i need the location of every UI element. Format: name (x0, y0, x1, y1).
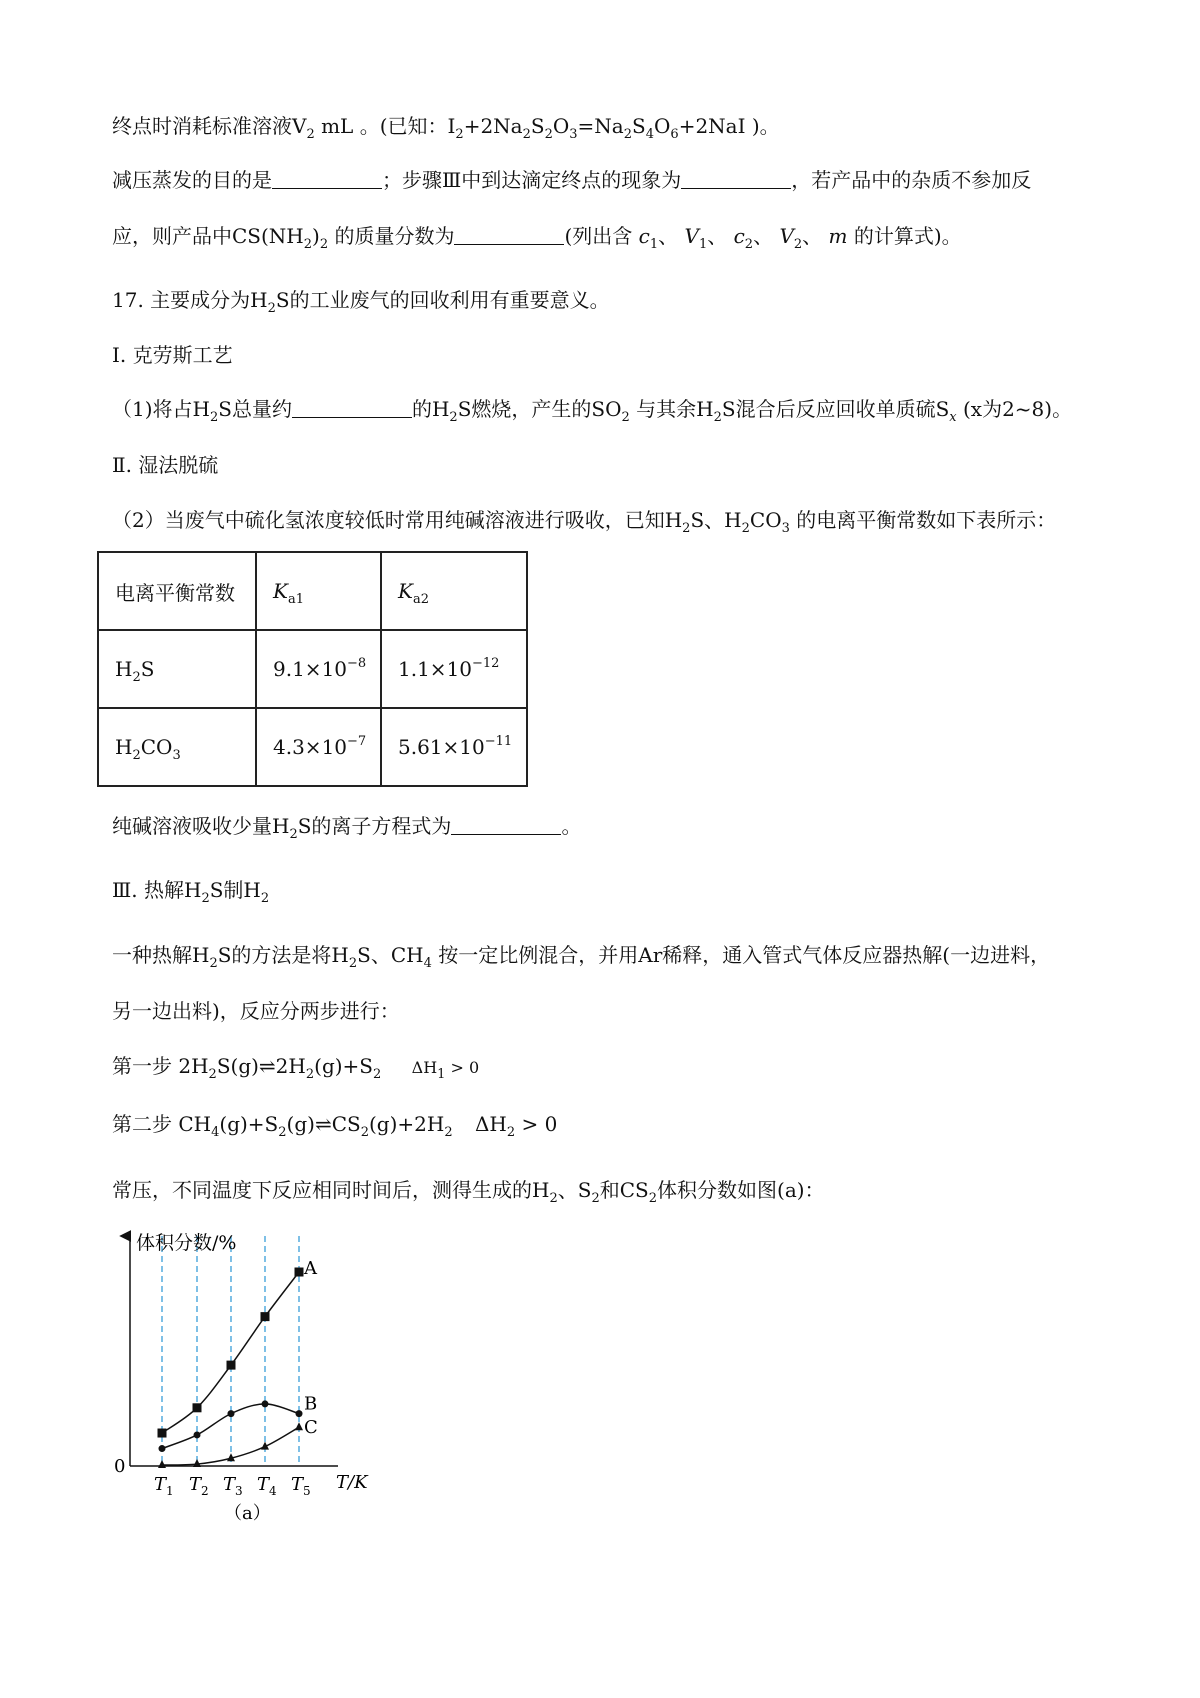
sub: 2 (373, 1067, 382, 1082)
text: Ⅱ. 湿法脱硫 (112, 453, 219, 477)
series-label-B: B (304, 1393, 318, 1415)
text: 的电离平衡常数如下表所示： (796, 508, 1057, 532)
sub: 2 (621, 410, 630, 425)
answer-blank[interactable] (454, 224, 564, 245)
sub: 2 (260, 891, 270, 906)
text: 5.61×10 (398, 735, 485, 759)
text: S的离子方程式为 (297, 814, 452, 838)
part-2-question (112, 812, 581, 840)
text: (g)⇌CS (286, 1112, 361, 1136)
text: （1)将占H (112, 397, 210, 421)
table-header-cell (256, 552, 381, 630)
table-row (98, 630, 527, 708)
x-tick-label: $T_4$ (257, 1474, 277, 1498)
sub: 2 (506, 1125, 516, 1140)
sub: 4 (645, 127, 654, 142)
sub: 4 (211, 1125, 220, 1140)
text: 、 (707, 224, 728, 248)
delta-h1 (411, 1058, 480, 1082)
text: S (140, 657, 155, 681)
line-2 (112, 166, 1031, 194)
text: S、H (690, 508, 742, 532)
sub: 2 (444, 1125, 453, 1140)
data-point (158, 1460, 166, 1468)
sub: 6 (670, 127, 679, 142)
text: 17. 主要成分为H (112, 288, 268, 312)
text: 与其余H (636, 397, 714, 421)
text: 。 (561, 814, 582, 838)
volume-fraction-chart (100, 1222, 400, 1522)
data-point (262, 1400, 269, 1407)
sup: −11 (484, 734, 513, 749)
answer-blank[interactable] (272, 168, 382, 189)
text: ，若产品中的杂质不参加反 (791, 168, 1032, 192)
sub: 2 (360, 1125, 369, 1140)
sub: 2 (305, 1067, 315, 1082)
text: 、 (802, 224, 823, 248)
text: mL 。(已知：I (321, 114, 456, 138)
text: ΔH (474, 1112, 507, 1136)
text: S总量约 (218, 397, 292, 421)
gridlines (162, 1236, 299, 1466)
sub: 4 (423, 956, 432, 971)
data-point (295, 1422, 303, 1430)
line-3 (112, 222, 962, 250)
text: 电离平衡常数 (115, 580, 235, 605)
sub: 2 (744, 237, 754, 252)
sub: 2 (209, 956, 218, 971)
text: ΔH (411, 1058, 438, 1077)
x-tick-label: $T_2$ (189, 1474, 209, 1498)
text: Ⅰ. 克劳斯工艺 (112, 343, 233, 367)
var: c (733, 224, 745, 248)
sub: 2 (132, 670, 141, 685)
text: 另一边出料)，反应分两步进行： (112, 999, 400, 1023)
table-cell (98, 630, 256, 708)
series-label-A: A (304, 1258, 317, 1279)
x-tick-label: $T_1$ (154, 1474, 174, 1498)
text: （2）当废气中硫化氢浓度较低时常用纯碱溶液进行吸收，已知H (112, 508, 683, 532)
text: O (552, 114, 570, 138)
table-cell (381, 630, 527, 708)
text: S、CH (357, 943, 424, 967)
text: S (632, 114, 646, 138)
sub: 2 (267, 301, 276, 316)
part-2 (112, 506, 1056, 534)
text: S燃烧，产生的SO (457, 397, 622, 421)
part-1 (112, 395, 1072, 423)
text: S制H (209, 878, 261, 902)
text: H (115, 735, 133, 759)
figure-caption: （a） (224, 1503, 271, 1522)
text: (g)+2H (369, 1112, 445, 1136)
section-2-heading (112, 451, 218, 479)
delta-h2 (474, 1112, 558, 1140)
var: V (779, 224, 794, 248)
sub: x (949, 410, 957, 425)
sup: −7 (347, 734, 367, 749)
text: K (273, 579, 288, 603)
table-cell (256, 630, 381, 708)
data-point (296, 1410, 303, 1417)
table-header-cell (98, 552, 256, 630)
text: O (654, 114, 671, 138)
sub: 2 (208, 1067, 217, 1082)
text: 第二步 CH (112, 1112, 212, 1136)
section-3-heading (112, 876, 269, 904)
sub: 2 (132, 748, 141, 763)
sub: 1 (437, 1067, 446, 1082)
text: =Na (577, 114, 624, 138)
var: c (638, 224, 650, 248)
sub: 3 (781, 521, 790, 536)
data-point (228, 1410, 235, 1417)
origin-label: 0 (114, 1456, 126, 1477)
text: > 0 (450, 1058, 480, 1077)
sub: 2 (591, 1191, 600, 1206)
sub: 2 (303, 237, 313, 252)
text: +2Na (463, 114, 523, 138)
text: 的计算式)。 (853, 224, 962, 248)
sub: 2 (682, 521, 691, 536)
text: (g)+S (219, 1112, 279, 1136)
sub: 2 (449, 410, 458, 425)
data-point (194, 1431, 201, 1438)
sub: 1 (649, 237, 659, 252)
sub: 2 (549, 1191, 558, 1206)
sub: 2 (741, 521, 750, 536)
sub: 2 (209, 410, 219, 425)
sub: 2 (278, 1125, 287, 1140)
sub: a1 (287, 592, 304, 607)
x-tick-labels (154, 1474, 311, 1498)
question-17 (112, 286, 610, 314)
text: 4.3×10 (273, 735, 348, 759)
text: (列出含 (564, 224, 633, 248)
sub: 2 (793, 237, 803, 252)
sub: 2 (455, 127, 464, 142)
text: 体积分数如图(a)： (657, 1178, 825, 1202)
text: 、 (658, 224, 679, 248)
answer-blank[interactable] (451, 814, 561, 835)
text: S的工业废气的回收利用有重要意义。 (275, 288, 610, 312)
text: ) (312, 224, 320, 248)
sub: 3 (172, 748, 181, 763)
x-tick-label: $T_3$ (223, 1474, 243, 1498)
text: (g)+S (314, 1054, 374, 1078)
x-tick-label: $T_5$ (291, 1474, 311, 1498)
table-cell (256, 708, 381, 786)
ionization-constant-table (97, 551, 528, 787)
data-point (193, 1403, 202, 1412)
text: 9.1×10 (273, 657, 348, 681)
sub: 2 (713, 410, 722, 425)
sub: 2 (544, 127, 553, 142)
line-1 (112, 112, 780, 140)
sub: 3 (569, 127, 578, 142)
text: S(g)⇌2H (216, 1054, 306, 1078)
text: 第一步 2H (112, 1054, 209, 1078)
reaction-step-1 (112, 1052, 479, 1082)
sub: 2 (522, 127, 531, 142)
series-label-C: C (304, 1417, 318, 1439)
text: 的质量分数为 (334, 224, 455, 248)
sup: −12 (472, 656, 500, 671)
sub: 1 (698, 237, 708, 252)
text: 一种热解H (112, 943, 210, 967)
text: H (115, 657, 133, 681)
sub: 2 (623, 127, 633, 142)
text: CO (749, 508, 782, 532)
table-row (98, 708, 527, 786)
sub: a2 (412, 592, 429, 607)
paragraph-3b (112, 997, 400, 1025)
text: S的方法是将H (217, 943, 349, 967)
text: 终点时消耗标准溶液V (112, 114, 307, 138)
var: m (828, 224, 848, 248)
sub: 2 (201, 891, 210, 906)
text: 按一定比例混合，并用Ar稀释，通入管式气体反应器热解(一边进料， (438, 943, 1051, 967)
sub: 2 (306, 127, 315, 142)
text: 常压，不同温度下反应相同时间后，测得生成的H (112, 1178, 550, 1202)
section-1-heading (112, 341, 233, 369)
text: S (530, 114, 545, 138)
table-cell (381, 708, 527, 786)
reaction-step-2 (112, 1110, 557, 1138)
text: S混合后反应回收单质硫S (721, 397, 950, 421)
data-point (261, 1312, 270, 1321)
text: K (398, 579, 413, 603)
text: 、 (753, 224, 774, 248)
table-cell (98, 708, 256, 786)
y-axis-label: 体积分数/% (136, 1232, 237, 1254)
text: 减压蒸发的目的是 (112, 168, 272, 192)
text: 应，则产品中CS(NH (112, 224, 304, 248)
table-header-cell (381, 552, 527, 630)
answer-blank[interactable] (681, 168, 791, 189)
text: 和CS (599, 1178, 649, 1202)
var: V (684, 224, 699, 248)
table-header-row (98, 552, 527, 630)
sub: 2 (289, 827, 298, 842)
text: > 0 (521, 1112, 558, 1136)
text: +2NaI )。 (678, 114, 780, 138)
x-axis-label: T/K (336, 1472, 368, 1493)
text: (x为2~8)。 (956, 397, 1073, 421)
sub: 2 (319, 237, 329, 252)
series-layer (158, 1258, 319, 1468)
data-point (227, 1361, 236, 1370)
paragraph-4 (112, 1176, 825, 1204)
text: CO (140, 735, 173, 759)
text: ；步骤Ⅲ中到达滴定终点的现象为 (382, 168, 682, 192)
text: 、S (557, 1178, 592, 1202)
text: 纯碱溶液吸收少量H (112, 814, 290, 838)
answer-blank[interactable] (292, 397, 412, 418)
text: 的H (411, 397, 450, 421)
paragraph-3a (112, 941, 1050, 969)
data-point (158, 1429, 167, 1438)
sup: −8 (347, 656, 367, 671)
sub: 2 (648, 1191, 658, 1206)
text: 1.1×10 (398, 657, 473, 681)
data-point (159, 1445, 166, 1452)
sub: 2 (348, 956, 358, 971)
text: Ⅲ. 热解H (112, 878, 202, 902)
data-point (295, 1268, 304, 1277)
